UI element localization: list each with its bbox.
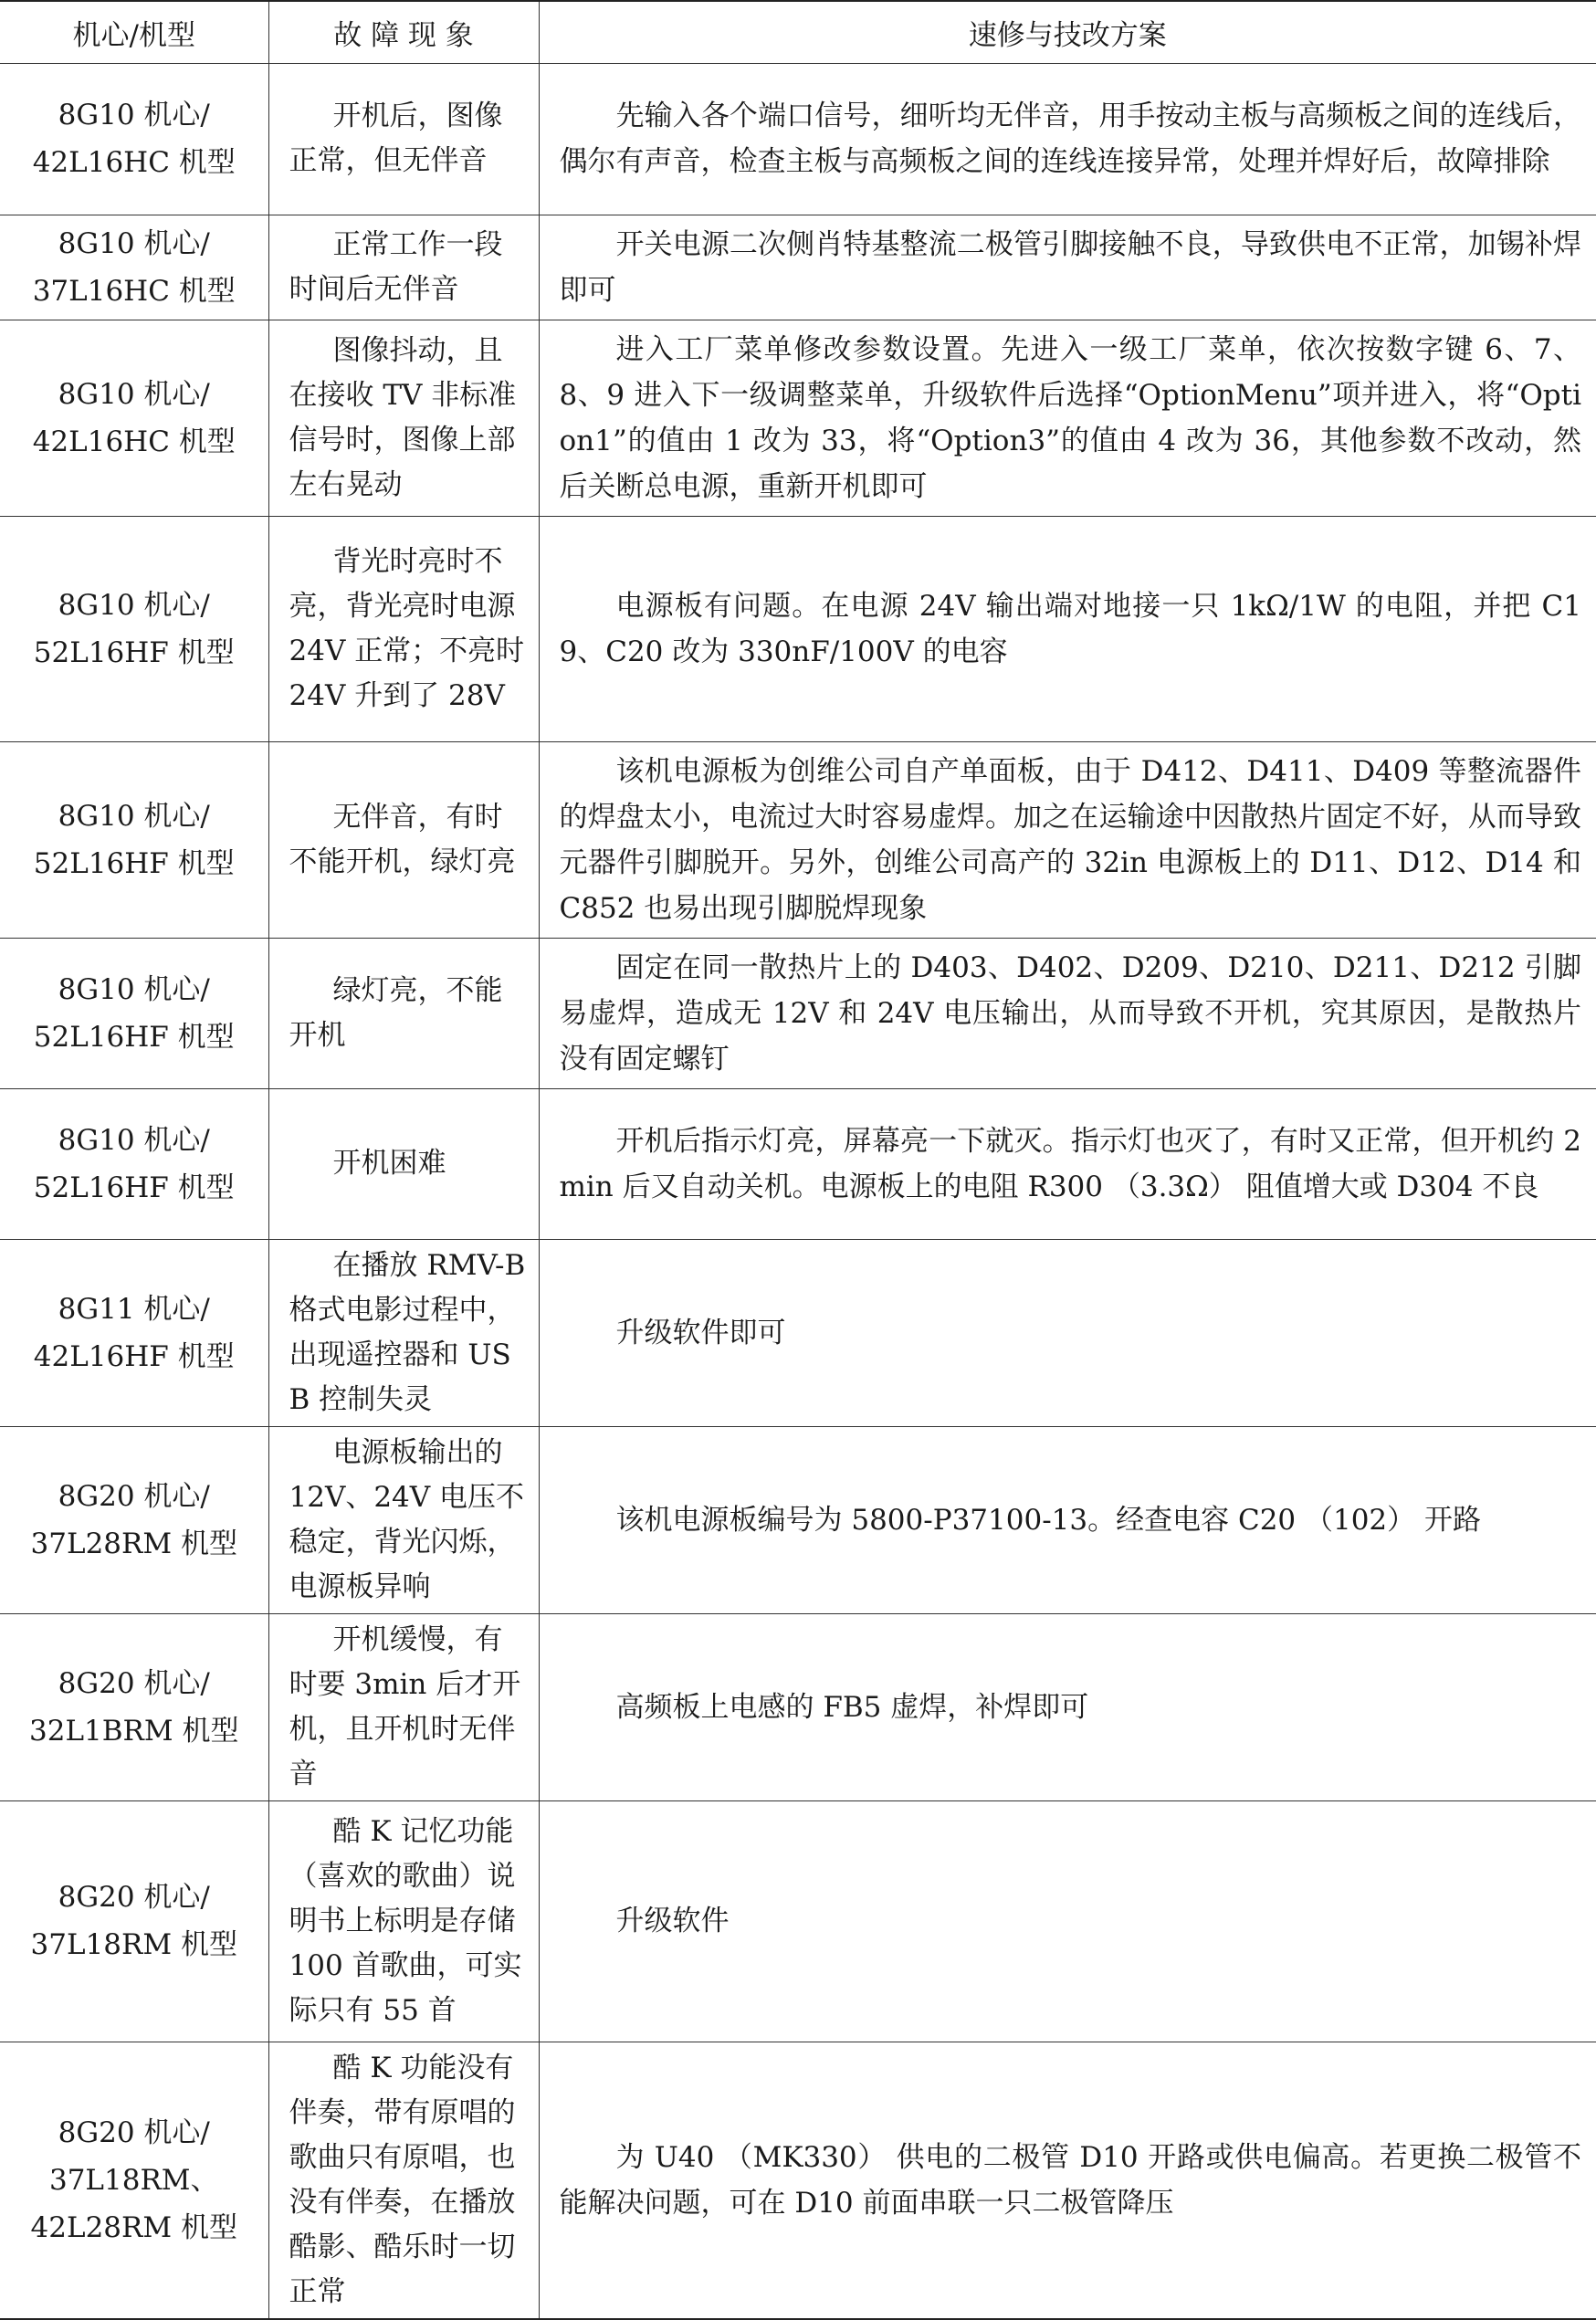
model-cell	[0, 938, 268, 1088]
model-line: 8G20 机心/	[58, 1479, 210, 1513]
symptom-cell: 在播放 RMV-B 格式电影过程中，出现遥控器和 USB 控制失灵	[268, 1239, 539, 1426]
solution-cell: 升级软件	[539, 1800, 1596, 2042]
symptom-cell: 正常工作一段时间后无伴音	[268, 215, 539, 320]
model-cell	[0, 741, 268, 938]
model-line: 8G10 机心/	[58, 588, 210, 622]
model-cell	[0, 1426, 268, 1613]
model-line: 52L16HF 机型	[33, 1020, 235, 1054]
solution-cell: 电源板有问题。在电源 24V 输出端对地接一只 1kΩ/1W 的电阻，并把 C19、C20 改为 330nF/100V 的电容	[539, 516, 1596, 741]
solution-cell: 进入工厂菜单修改参数设置。先进入一级工厂菜单，依次按数字键 6、7、8、9 进入下一级调整菜单，升级软件后选择“OptionMenu”项并进入，将“Option1”的值由 1 改为 33，将“Option3”的值由 4 改为 36，其他参数不改动，然后关断总电源，重新开机即可	[539, 320, 1596, 516]
symptom-cell: 酷 K 记忆功能（喜欢的歌曲）说明书上标明是存储 100 首歌曲，可实际只有 55 首	[268, 1800, 539, 2042]
solution-cell: 高频板上电感的 FB5 虚焊，补焊即可	[539, 1613, 1596, 1800]
header-solution: 速修与技改方案	[539, 1, 1596, 63]
model-line: 8G20 机心/	[58, 2115, 210, 2149]
model-line: 37L16HC 机型	[32, 274, 236, 308]
model-line: 42L16HC 机型	[32, 146, 236, 179]
solution-cell: 该机电源板编号为 5800-P37100-13。经查电容 C20 （102） 开路	[539, 1426, 1596, 1613]
solution-cell: 固定在同一散热片上的 D403、D402、D209、D210、D211、D212 引脚易虚焊，造成无 12V 和 24V 电压输出，从而导致不开机，究其原因，是散热片没有固定螺钉	[539, 938, 1596, 1088]
table-row	[0, 1239, 1596, 1426]
symptom-cell: 图像抖动，且在接收 TV 非标准信号时，图像上部左右晃动	[268, 320, 539, 516]
model-line: 8G10 机心/	[58, 99, 210, 131]
header-symptom: 故 障 现 象	[268, 1, 539, 63]
model-cell	[0, 1088, 268, 1239]
symptom-cell: 开机困难	[268, 1088, 539, 1239]
model-line: 8G10 机心/	[58, 226, 210, 260]
model-cell	[0, 516, 268, 741]
table-row	[0, 1800, 1596, 2042]
model-line: 37L28RM 机型	[30, 1527, 237, 1560]
solution-cell: 为 U40 （MK330） 供电的二极管 D10 开路或供电偏高。若更换二极管不能解决问题，可在 D10 前面串联一只二极管降压	[539, 2042, 1596, 2319]
model-line: 8G20 机心/	[58, 1666, 210, 1700]
table-row	[0, 215, 1596, 320]
model-line: 42L16HC 机型	[32, 425, 236, 458]
model-line: 37L18RM 机型	[30, 1928, 237, 1961]
model-line: 8G11 机心/	[58, 1292, 210, 1326]
model-cell	[0, 1239, 268, 1426]
table-row	[0, 320, 1596, 516]
model-line: 8G10 机心/	[58, 972, 210, 1006]
table-row	[0, 1613, 1596, 1800]
model-line: 32L1BRM 机型	[29, 1714, 239, 1748]
model-cell	[0, 63, 268, 215]
model-line: 42L28RM 机型	[30, 2210, 237, 2244]
model-cell	[0, 320, 268, 516]
model-cell	[0, 2042, 268, 2319]
symptom-cell: 电源板输出的 12V、24V 电压不稳定，背光闪烁，电源板异响	[268, 1426, 539, 1613]
symptom-cell: 背光时亮时不亮，背光亮时电源 24V 正常；不亮时 24V 升到了 28V	[268, 516, 539, 741]
model-cell	[0, 215, 268, 320]
table-header-row	[0, 1, 1596, 63]
symptom-cell: 开机缓慢，有时要 3min 后才开机，且开机时无伴音	[268, 1613, 539, 1800]
symptom-cell: 酷 K 功能没有伴奏，带有原唱的歌曲只有原唱，也没有伴奏，在播放酷影、酷乐时一切正常	[268, 2042, 539, 2319]
header-model: 机心/机型	[0, 1, 268, 63]
model-line: 42L16HF 机型	[33, 1339, 235, 1373]
solution-cell: 开机后指示灯亮，屏幕亮一下就灭。指示灯也灭了，有时又正常，但开机约 2min 后又自动关机。电源板上的电阻 R300 （3.3Ω） 阻值增大或 D304 不良	[539, 1088, 1596, 1239]
model-line: 37L18RM、	[48, 2163, 219, 2197]
model-line: 52L16HF 机型	[33, 635, 235, 669]
model-cell	[0, 1800, 268, 2042]
symptom-cell: 绿灯亮，不能开机	[268, 938, 539, 1088]
solution-cell: 升级软件即可	[539, 1239, 1596, 1426]
model-line: 8G10 机心/	[58, 799, 210, 833]
table-row	[0, 938, 1596, 1088]
table-row	[0, 1426, 1596, 1613]
model-cell	[0, 1613, 268, 1800]
table-row	[0, 516, 1596, 741]
model-line: 52L16HF 机型	[33, 846, 235, 880]
symptom-cell: 无伴音，有时不能开机，绿灯亮	[268, 741, 539, 938]
model-line: 8G10 机心/	[58, 377, 210, 411]
table-row	[0, 1088, 1596, 1239]
model-line: 52L16HF 机型	[33, 1170, 235, 1204]
model-line: 8G20 机心/	[58, 1881, 210, 1914]
table-row	[0, 2042, 1596, 2319]
symptom-cell: 开机后，图像正常，但无伴音	[268, 63, 539, 215]
solution-cell: 该机电源板为创维公司自产单面板，由于 D412、D411、D409 等整流器件的焊盘太小，电流过大时容易虚焊。加之在运输途中因散热片固定不好，从而导致元器件引脚脱开。另外，创维公司高产的 32in 电源板上的 D11、D12、D14 和 C852 也易出现引脚脱焊现象	[539, 741, 1596, 938]
table-row	[0, 63, 1596, 215]
model-line: 8G10 机心/	[58, 1123, 210, 1157]
table-row	[0, 741, 1596, 938]
solution-cell: 先输入各个端口信号，细听均无伴音，用手按动主板与高频板之间的连线后，偶尔有声音，检查主板与高频板之间的连线连接异常，处理并焊好后，故障排除	[539, 63, 1596, 215]
solution-cell: 开关电源二次侧肖特基整流二极管引脚接触不良，导致供电不正常，加锡补焊即可	[539, 215, 1596, 320]
